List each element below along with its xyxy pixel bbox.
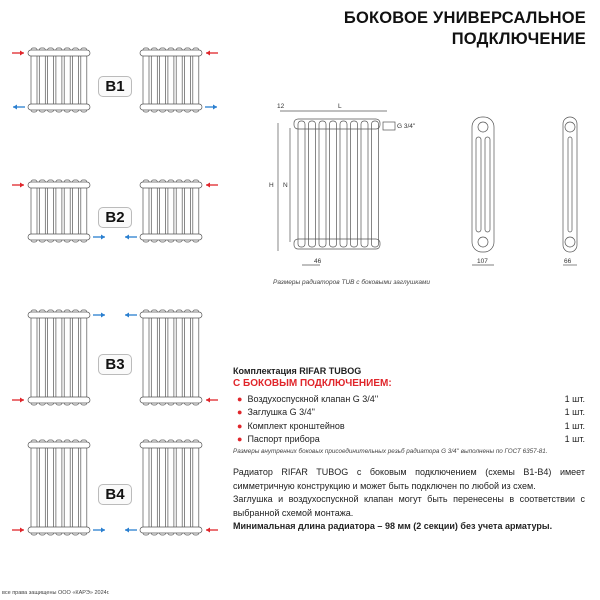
- radiator-icon: [28, 180, 90, 242]
- radiator-side-view-2col: [563, 117, 577, 265]
- dim-46: 46: [314, 258, 322, 265]
- return-arrow-icon: [125, 313, 137, 318]
- radiator-section: [372, 121, 379, 247]
- supply-arrow-icon: [206, 183, 218, 188]
- dim-66: 66: [564, 258, 572, 265]
- radiator-icon: [28, 48, 90, 112]
- kit-item-qty: 1 шт.: [564, 434, 585, 445]
- radiator-side-view-3col: [472, 117, 494, 265]
- kit-section: [233, 366, 585, 455]
- radiator-section: [340, 121, 347, 247]
- radiator-section: [298, 121, 305, 247]
- radiator-section: [330, 121, 337, 247]
- kit-item-qty: 1 шт.: [564, 393, 585, 404]
- kit-item: [233, 433, 585, 447]
- return-arrow-icon: [125, 235, 137, 240]
- radiator-icon: [140, 440, 202, 535]
- scheme-label-b1: B1: [98, 76, 132, 97]
- radiator-section: [351, 121, 358, 247]
- kit-item: [233, 419, 585, 433]
- kit-item-qty: 1 шт.: [564, 420, 585, 431]
- supply-arrow-icon: [12, 51, 24, 56]
- supply-arrow-icon: [206, 398, 218, 403]
- bullet-icon: ●: [237, 434, 243, 445]
- dim-12: 12: [277, 103, 285, 110]
- description-p2: Заглушка и воздухоспускной клапан могут быть перенесены в соответствии с выбранной схемой монтажа.: [233, 494, 585, 518]
- dimension-drawing: [240, 95, 600, 295]
- scheme-label-b3: B3: [98, 354, 132, 375]
- kit-item: [233, 406, 585, 420]
- connection-fitting: [383, 122, 395, 130]
- supply-arrow-icon: [206, 51, 218, 56]
- return-arrow-icon: [205, 105, 217, 110]
- kit-item-name: Воздухоспускной клапан G 3/4'': [247, 393, 379, 404]
- return-arrow-icon: [93, 528, 105, 533]
- radiator-section: [309, 121, 316, 247]
- kit-heading: Комплектация RIFAR TUBOG: [233, 366, 362, 376]
- description: [233, 466, 585, 534]
- copyright: все права защищены ООО «КАРЭ» 2024г.: [2, 590, 110, 596]
- kit-item-name: Комплект кронштейнов: [247, 420, 345, 431]
- description-p1: Радиатор RIFAR TUBOG с боковым подключением (схемы В1-В4) имеет симметричную конструкцию и может быть подключен по любой из схем.: [233, 467, 585, 491]
- return-arrow-icon: [13, 105, 25, 110]
- bullet-icon: ●: [237, 393, 243, 404]
- return-arrow-icon: [93, 313, 105, 318]
- radiator-icon: [140, 48, 202, 112]
- kit-note: Размеры внутренних боковых присоединительных резьб радиатора G 3/4'' выполнены по ГОСТ 6357-81.: [233, 448, 548, 455]
- radiator-icon: [28, 310, 90, 405]
- supply-arrow-icon: [12, 183, 24, 188]
- dim-N: N: [283, 182, 288, 189]
- dim-H: H: [269, 182, 274, 189]
- supply-arrow-icon: [206, 528, 218, 533]
- return-arrow-icon: [125, 528, 137, 533]
- return-arrow-icon: [93, 235, 105, 240]
- radiator-section: [319, 121, 326, 247]
- radiator-section: [361, 121, 368, 247]
- radiator-front-view: [294, 119, 380, 249]
- scheme-label-b4: B4: [98, 484, 132, 505]
- bullet-icon: ●: [237, 420, 243, 431]
- radiator-icon: [140, 180, 202, 242]
- page-title: БОКОВОЕ УНИВЕРСАЛЬНОЕ ПОДКЛЮЧЕНИЕ: [343, 9, 586, 48]
- supply-arrow-icon: [12, 528, 24, 533]
- kit-item-name: Заглушка G 3/4'': [247, 407, 316, 418]
- dim-107: 107: [477, 258, 488, 265]
- kit-item: [233, 392, 585, 406]
- radiator-icon: [28, 440, 90, 535]
- drawing-caption: Размеры радиаторов TUB с боковыми заглушками: [273, 279, 431, 286]
- kit-item-name: Паспорт прибора: [247, 434, 320, 445]
- bullet-icon: ●: [237, 407, 243, 418]
- description-p3: Минимальная длина радиатора – 98 мм (2 секции) без учета арматуры.: [233, 521, 553, 531]
- kit-item-qty: 1 шт.: [564, 407, 585, 418]
- dim-L: L: [338, 103, 342, 110]
- kit-subheading: С БОКОВЫМ ПОДКЛЮЧЕНИЕМ:: [233, 378, 392, 389]
- scheme-label-b2: B2: [98, 207, 132, 228]
- supply-arrow-icon: [12, 398, 24, 403]
- dim-thread: G 3/4'': [397, 123, 416, 130]
- radiator-icon: [140, 310, 202, 405]
